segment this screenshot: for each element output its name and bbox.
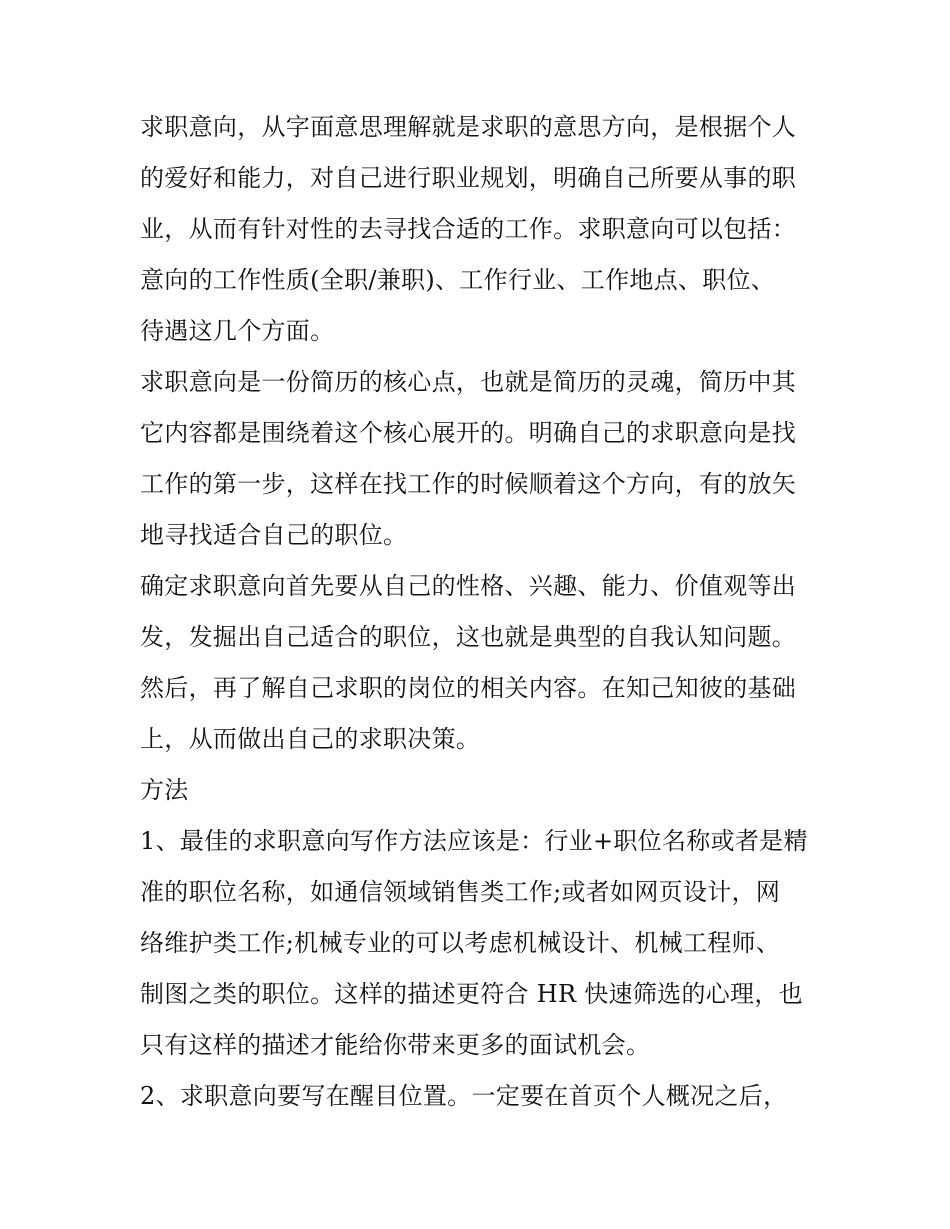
text-line: 工作的第一步，这样在找工作的时候顺着这个方向，有的放矢 [140,470,797,498]
text-line: 发，发掘出自己适合的职位，这也就是典型的自我认知问题。 [140,623,797,651]
text-line: 上，从而做出自己的求职决策。 [140,725,481,753]
text-line: 求职意向，从字面意思理解就是求职的意思方向，是根据个人 [140,113,797,141]
text-line: 的爱好和能力，对自己进行职业规划，明确自己所要从事的职 [140,164,797,192]
text-line: 确定求职意向首先要从自己的性格、兴趣、能力、价值观等出 [140,572,797,600]
text-line: 业，从而有针对性的去寻找合适的工作。求职意向可以包括： [140,215,797,243]
text-line: 只有这样的描述才能给你带来更多的面试机会。 [140,1031,651,1059]
text-line: 待遇这几个方面。 [140,317,335,345]
document-body [140,102,830,1122]
text-line: 1、最佳的求职意向写作方法应该是：行业+职位名称或者是精 [140,827,808,855]
text-line: 准的职位名称，如通信领域销售类工作;或者如网页设计，网 [140,878,781,906]
text-line: 它内容都是围绕着这个核心展开的。明确自己的求职意向是找 [140,419,797,447]
text-line: 求职意向是一份简历的核心点，也就是简历的灵魂，简历中其 [140,368,797,396]
text-line: 2、求职意向要写在醒目位置。一定要在首页个人概况之后， [140,1082,788,1110]
section-heading: 方法 [140,776,189,804]
text-line: 然后，再了解自己求职的岗位的相关内容。在知己知彼的基础 [140,674,797,702]
text-line: 意向的工作性质(全职/兼职)、工作行业、工作地点、职位、 [140,266,776,294]
text-line: 络维护类工作;机械专业的可以考虑机械设计、机械工程师、 [140,929,781,957]
text-line: 地寻找适合自己的职位。 [140,521,408,549]
text-line: 制图之类的职位。这样的描述更符合 HR 快速筛选的心理，也 [140,980,803,1008]
